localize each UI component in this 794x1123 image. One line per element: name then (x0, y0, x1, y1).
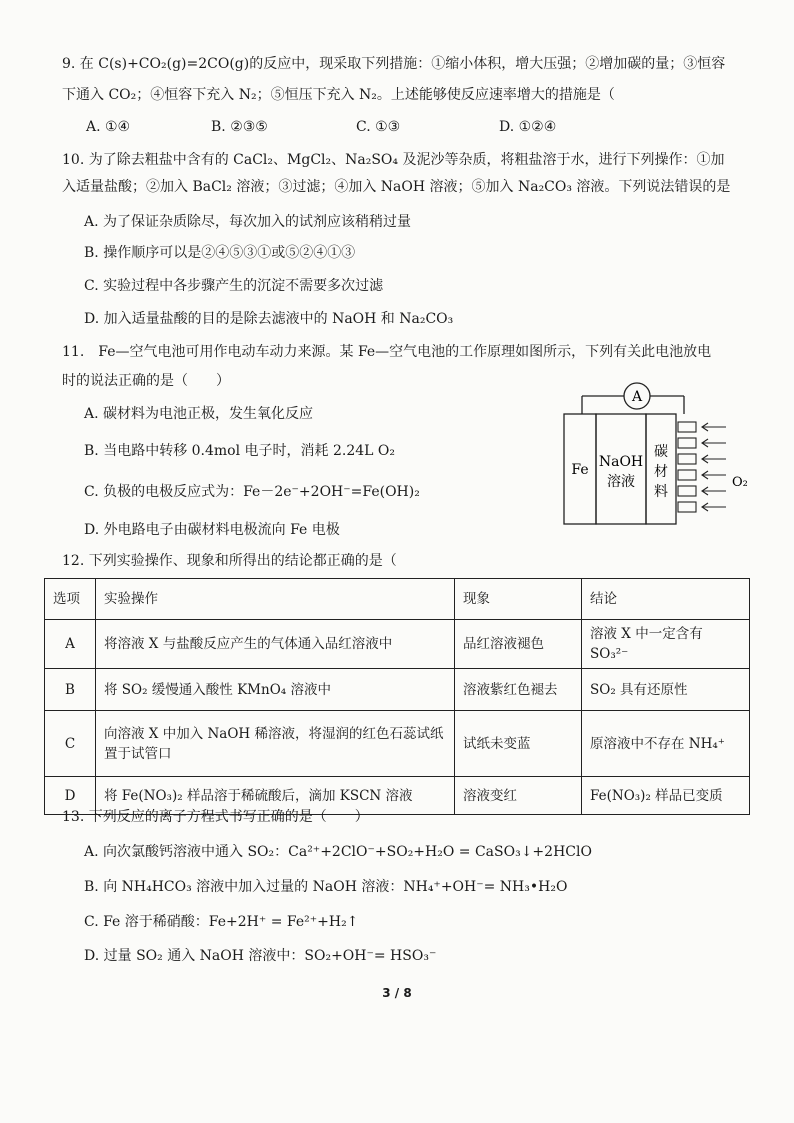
row-d-operation: 将 Fe(NO₃)₂ 样品溶于稀硫酸后，滴加 KSCN 溶液 (96, 777, 455, 815)
row-c-operation: 向溶液 X 中加入 NaOH 稀溶液，将湿润的红色石蕊试纸置于试管口 (96, 711, 455, 777)
q10-option-d: D. 加入适量盐酸的目的是除去滤液中的 NaOH 和 Na₂CO₃ (84, 311, 454, 327)
oxygen-arrow-icon (702, 423, 726, 431)
row-d-option: D (45, 777, 96, 815)
q11-stem-line1: 11. Fe—空气电池可用作电动车动力来源。某 Fe—空气电池的工作原理如图所示，下列有关此电池放电 (62, 344, 712, 360)
row-b-conclusion: SO₂ 具有还原性 (582, 669, 750, 711)
q10-option-a: A. 为了保证杂质除尽，每次加入的试剂应该稍稍过量 (84, 214, 412, 230)
row-b-phenomenon: 溶液紫红色褪去 (455, 669, 582, 711)
q13-option-d: D. 过量 SO₂ 通入 NaOH 溶液中：SO₂+OH⁻= HSO₃⁻ (84, 948, 437, 964)
q9-option-b: B. ②③⑤ (211, 119, 268, 135)
q10-option-b: B. 操作顺序可以是②④⑤③①或⑤②④①③ (84, 245, 356, 261)
header-operation: 实验操作 (96, 579, 455, 620)
carbon-pore (678, 438, 696, 448)
table-row (45, 711, 750, 777)
q11-option-b: B. 当电路中转移 0.4mol 电子时，消耗 2.24L O₂ (84, 443, 395, 459)
q13-option-c: C. Fe 溶于稀硝酸：Fe+2H⁺ = Fe²⁺+H₂↑ (84, 914, 359, 930)
carbon-pore (678, 486, 696, 496)
row-a-phenomenon: 品红溶液褪色 (455, 620, 582, 669)
row-b-operation: 将 SO₂ 缓慢通入酸性 KMnO₄ 溶液中 (96, 669, 455, 711)
q11-option-c: C. 负极的电极反应式为：Fe－2e⁻+2OH⁻=Fe(OH)₂ (84, 484, 420, 500)
electrolyte-label-line2: 溶液 (607, 474, 635, 490)
row-c-option: C (45, 711, 96, 777)
electrolyte-label-line1: NaOH (598, 454, 644, 470)
q11-option-d: D. 外电路电子由碳材料电极流向 Fe 电极 (84, 522, 340, 538)
q12-table-header-row (45, 579, 750, 620)
carbon-pores (678, 422, 696, 512)
row-d-conclusion: Fe(NO₃)₂ 样品已变质 (582, 777, 750, 815)
fe-electrode-label: Fe (571, 462, 589, 478)
carbon-pore (678, 502, 696, 512)
header-option: 选项 (45, 579, 96, 620)
q12-stem: 12. 下列实验操作、现象和所得出的结论都正确的是（ (62, 553, 397, 569)
q13-stem: 13. 下列反应的离子方程式书写正确的是（ ） (62, 809, 369, 825)
table-row (45, 669, 750, 711)
row-b-option: B (45, 669, 96, 711)
carbon-label-char-3: 料 (654, 484, 668, 500)
q9-option-c: C. ①③ (356, 119, 401, 135)
q11-option-a: A. 碳材料为电池正极，发生氧化反应 (84, 406, 314, 422)
q12-table (44, 578, 750, 815)
q9-option-d: D. ①②④ (499, 119, 557, 135)
carbon-label-char-2: 材 (654, 464, 668, 480)
row-c-conclusion: 原溶液中不存在 NH₄⁺ (582, 711, 750, 777)
q13-option-b: B. 向 NH₄HCO₃ 溶液中加入过量的 NaOH 溶液：NH₄⁺+OH⁻= NH₃•H₂O (84, 879, 568, 895)
q10-stem-line1: 10. 为了除去粗盐中含有的 CaCl₂、MgCl₂、Na₂SO₄ 及泥沙等杂质，将粗盐溶于水，进行下列操作：①加 (62, 152, 725, 168)
carbon-pore (678, 454, 696, 464)
fe-air-cell-diagram (560, 382, 760, 532)
page-number: 3 / 8 (382, 986, 412, 1000)
oxygen-arrow-icon (702, 439, 726, 447)
q13-option-a: A. 向次氯酸钙溶液中通入 SO₂：Ca²⁺+2ClO⁻+SO₂+H₂O = CaSO₃↓+2HClO (84, 844, 592, 860)
q9-option-a: A. ①④ (86, 119, 131, 135)
oxygen-arrow-icon (702, 471, 726, 479)
carbon-pore (678, 422, 696, 432)
oxygen-arrows (702, 423, 726, 511)
oxygen-arrow-icon (702, 487, 726, 495)
ammeter-label: A (631, 389, 643, 405)
table-row (45, 620, 750, 669)
oxygen-arrow-icon (702, 455, 726, 463)
q9-stem-line2: 下通入 CO₂；④恒容下充入 N₂；⑤恒压下充入 N₂。上述能够使反应速率增大的措施是（ (62, 87, 615, 103)
row-c-phenomenon: 试纸未变蓝 (455, 711, 582, 777)
row-d-phenomenon: 溶液变红 (455, 777, 582, 815)
q11-stem-line2: 时的说法正确的是（ ） (62, 373, 230, 389)
q10-option-c: C. 实验过程中各步骤产生的沉淀不需要多次过滤 (84, 278, 384, 294)
q10-stem-line2: 入适量盐酸；②加入 BaCl₂ 溶液；③过滤；④加入 NaOH 溶液；⑤加入 Na₂CO₃ 溶液。下列说法错误的是 (62, 179, 731, 195)
carbon-pore (678, 470, 696, 480)
row-a-option: A (45, 620, 96, 669)
row-a-conclusion: 溶液 X 中一定含有 SO₃²⁻ (582, 620, 750, 669)
header-conclusion: 结论 (582, 579, 750, 620)
row-a-operation: 将溶液 X 与盐酸反应产生的气体通入品红溶液中 (96, 620, 455, 669)
header-phenomenon: 现象 (455, 579, 582, 620)
carbon-label-char-1: 碳 (654, 444, 668, 460)
oxygen-label: O₂ (732, 475, 748, 490)
q9-stem-line1: 9. 在 C(s)+CO₂(g)=2CO(g)的反应中，现采取下列措施：①缩小体积，增大压强；②增加碳的量；③恒容 (62, 56, 726, 72)
oxygen-arrow-icon (702, 503, 726, 511)
